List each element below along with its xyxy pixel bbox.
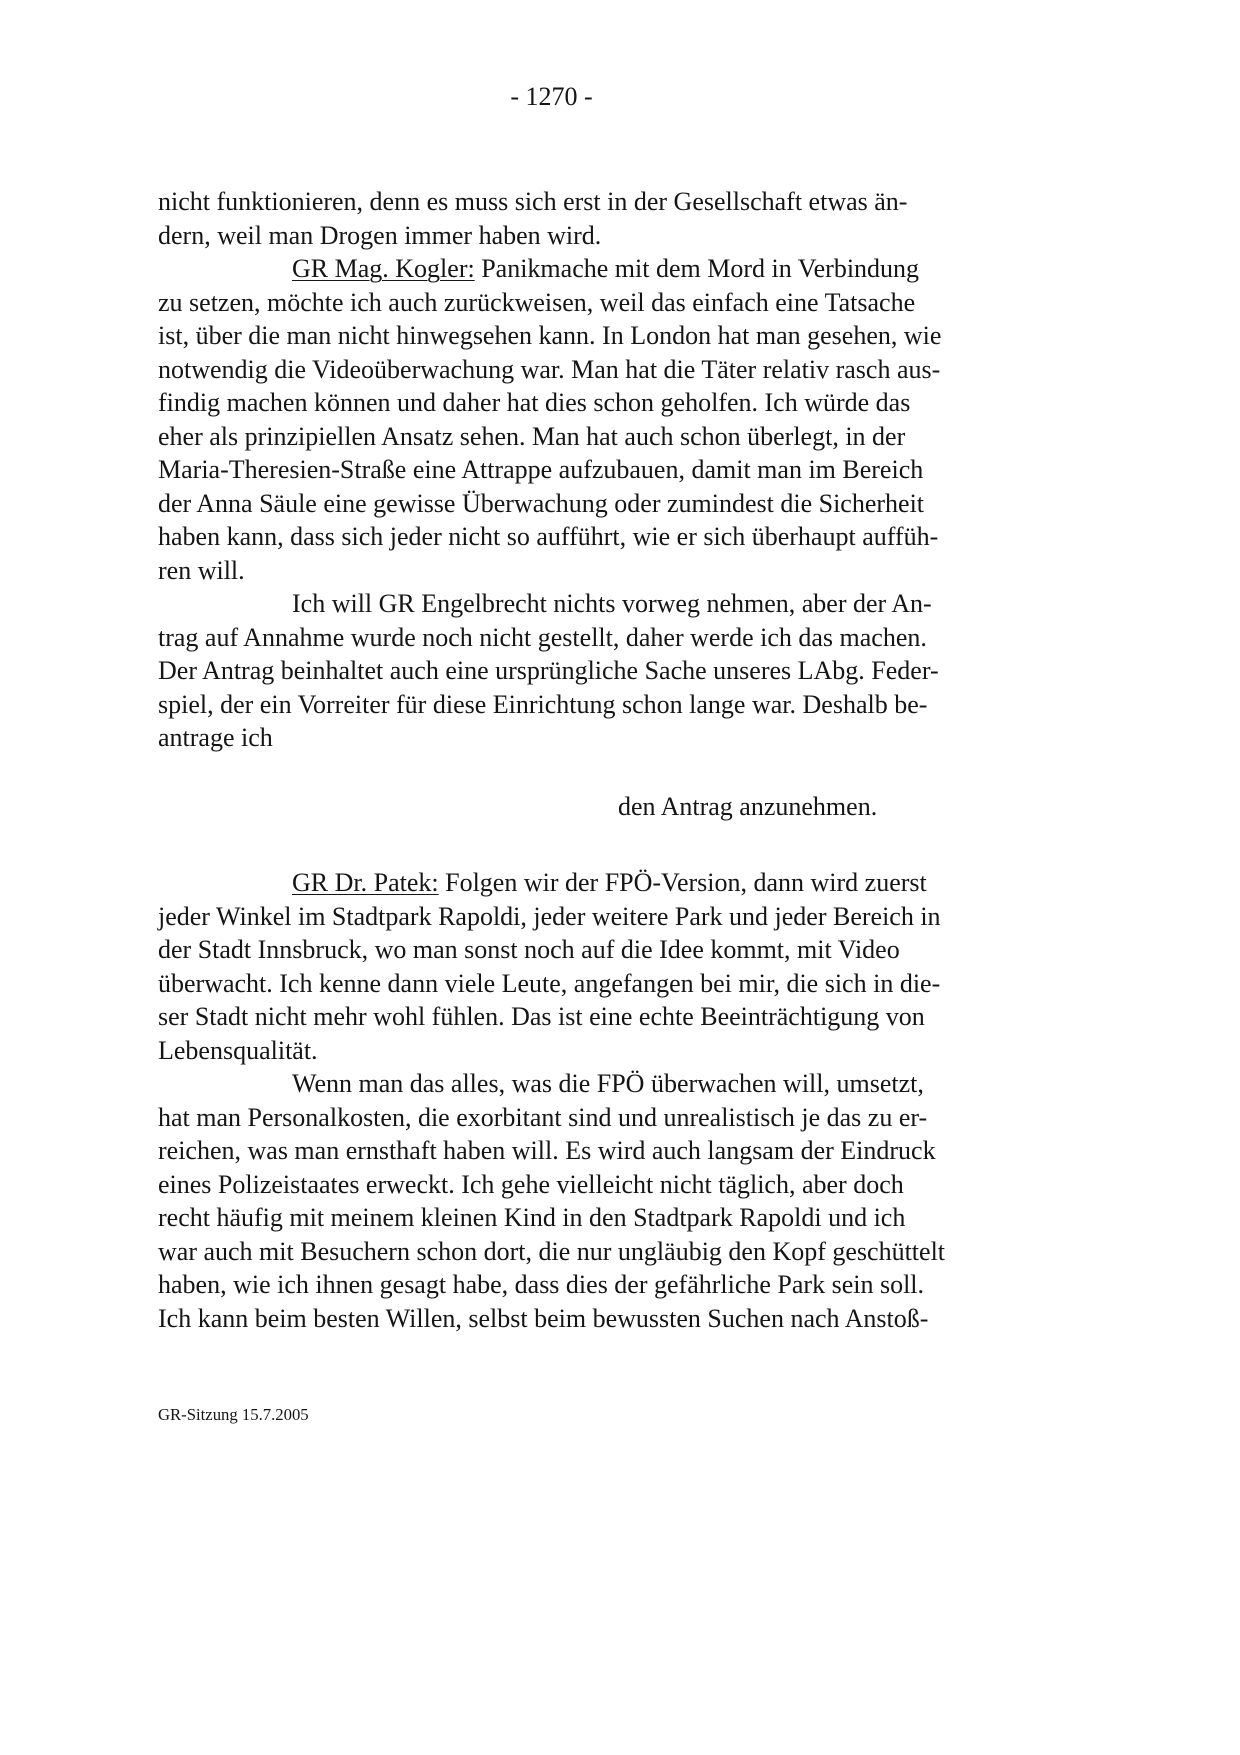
text-line: notwendig die Videoüberwachung war. Man hat die Täter relativ rasch aus- bbox=[158, 354, 941, 384]
text-line-content: Panikmache mit dem Mord in Verbindung bbox=[481, 254, 920, 283]
text-line: findig machen können und daher hat dies schon geholfen. Ich würde das bbox=[158, 388, 911, 417]
motion-block bbox=[158, 790, 958, 824]
text-line: haben kann, dass sich jeder nicht so aufführt, wie er sich überhaupt auffüh- bbox=[158, 522, 939, 551]
text-line: überwacht. Ich kenne dann viele Leute, angefangen bei mir, die sich in die- bbox=[158, 968, 941, 998]
text-line: der Anna Säule eine gewisse Überwachung oder zumindest die Sicherheit bbox=[158, 488, 925, 518]
text-line: zu setzen, möchte ich auch zurückweisen, weil das einfach eine Tatsache bbox=[158, 287, 916, 317]
text-line: eher als prinzipiellen Ansatz sehen. Man hat auch schon überlegt, in der bbox=[158, 421, 906, 451]
text-line: hat man Personalkosten, die exorbitant sind und unrealistisch je das zu er- bbox=[158, 1102, 928, 1132]
text-line: Maria-Theresien-Straße eine Attrappe aufzubauen, damit man im Bereich bbox=[158, 455, 924, 484]
page-number: - 1270 - bbox=[510, 82, 593, 111]
text-line: reichen, was man ernsthaft haben will. Es wird auch langsam der Eindruck bbox=[158, 1136, 936, 1165]
text-line: der Stadt Innsbruck, wo man sonst noch auf die Idee kommt, mit Video bbox=[158, 935, 900, 964]
text-line: spiel, der ein Vorreiter für diese Einrichtung schon lange war. Deshalb be- bbox=[158, 689, 928, 719]
text-line: ser Stadt nicht mehr wohl fühlen. Das ist eine echte Beeinträchtigung von bbox=[158, 1002, 925, 1031]
text-line: nicht funktionieren, denn es muss sich erst in der Gesellschaft etwas än- bbox=[158, 187, 908, 216]
text-line: Lebensqualität. bbox=[158, 1035, 318, 1065]
speaker-name: GR Dr. Patek: bbox=[292, 868, 439, 897]
text-line: haben, wie ich ihnen gesagt habe, dass dies der gefährliche Park sein soll. bbox=[158, 1270, 925, 1299]
footer-text: GR-Sitzung 15.7.2005 bbox=[158, 1405, 309, 1424]
text-line bbox=[158, 252, 958, 286]
body-top bbox=[158, 185, 958, 755]
text-line: Wenn man das alles, was die FPÖ überwachen will, umsetzt, bbox=[292, 1069, 924, 1098]
paragraph bbox=[158, 185, 958, 252]
paragraph-speech bbox=[158, 252, 958, 587]
paragraph bbox=[158, 587, 958, 755]
text-line: recht häufig mit meinem kleinen Kind in den Stadtpark Rapoldi und ich bbox=[158, 1203, 906, 1232]
text-line: eines Polizeistaates erweckt. Ich gehe vielleicht nicht täglich, aber doch bbox=[158, 1169, 904, 1199]
text-line: ren will. bbox=[158, 555, 245, 585]
body-bottom bbox=[158, 866, 958, 1335]
text-line: Ich kann beim besten Willen, selbst beim bewussten Suchen nach Anstoß- bbox=[158, 1303, 929, 1333]
text-line: dern, weil man Drogen immer haben wird. bbox=[158, 220, 602, 250]
text-line: antrage ich bbox=[158, 723, 273, 752]
text-line: ist, über die man nicht hinwegsehen kann. In London hat man gesehen, wie bbox=[158, 321, 942, 350]
motion-line: den Antrag anzunehmen. bbox=[618, 792, 878, 821]
text-line bbox=[158, 866, 958, 900]
paragraph-speech bbox=[158, 866, 958, 1067]
paragraph bbox=[158, 1067, 958, 1335]
text-line-content: Folgen wir der FPÖ-Version, dann wird zuerst bbox=[445, 868, 927, 897]
text-line: jeder Winkel im Stadtpark Rapoldi, jeder weitere Park und jeder Bereich in bbox=[158, 901, 941, 931]
text-line: war auch mit Besuchern schon dort, die nur ungläubig den Kopf geschüttelt bbox=[158, 1236, 946, 1266]
text-line: Der Antrag beinhaltet auch eine ursprüngliche Sache unseres LAbg. Feder- bbox=[158, 656, 939, 685]
text-line: trag auf Annahme wurde noch nicht gestellt, daher werde ich das machen. bbox=[158, 622, 927, 652]
text-line: Ich will GR Engelbrecht nichts vorweg nehmen, aber der An- bbox=[292, 589, 932, 618]
speaker-name: GR Mag. Kogler: bbox=[292, 254, 475, 283]
